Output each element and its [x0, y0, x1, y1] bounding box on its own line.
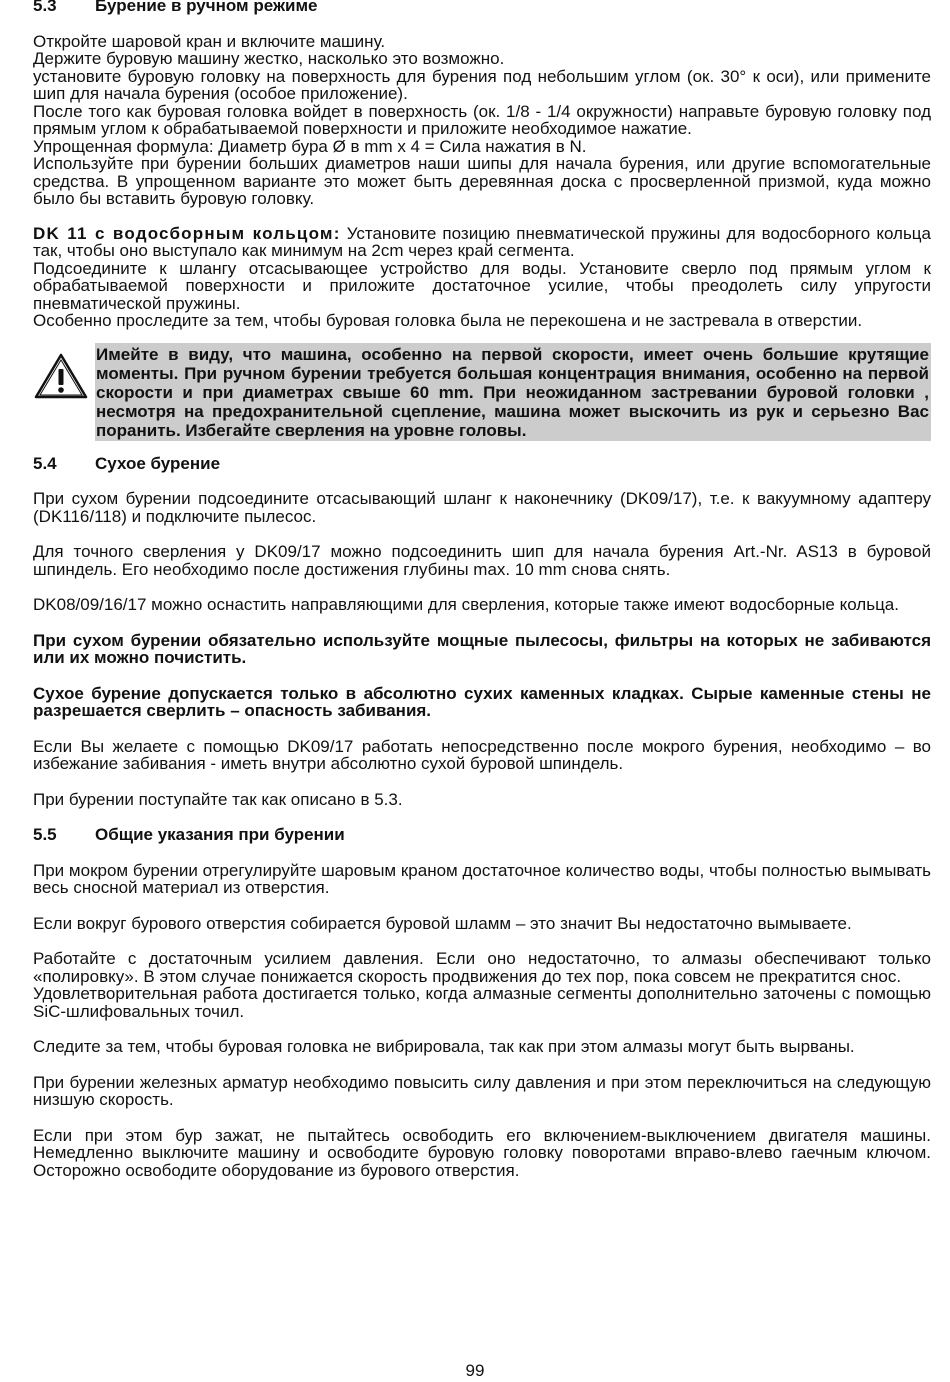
- paragraph: Следите за тем, чтобы буровая головка не вибрировала, так как при этом алмазы могут быть вырваны.: [33, 1037, 855, 1056]
- warning-text: Имейте в виду, что машина, особенно на первой скорости, имеет очень большие крутящие моменты. При ручном бурении требуется большая концентрация внимания, особенно на первой скорости и при диаметрах свыше 60 mm. При неожиданном застревании буровой головки , несмотря на предохранительной сцепление, машина может выскочить из рук и серьезно Вас поранить. Избегайте сверления на уровне головы.: [96, 344, 929, 440]
- paragraph: При бурении железных арматур необходимо повысить силу давления и при этом переключиться на следующую низшую скорость.: [33, 1072, 931, 1109]
- section-title: Сухое бурение: [95, 453, 221, 473]
- text-line: Упрощенная формула: Диаметр бура Ø в mm x 4 = Сила нажатия в N.: [33, 136, 587, 156]
- section-number: 5.5: [33, 825, 57, 844]
- document-page: [33, 0, 931, 1179]
- paragraph: При мокром бурении отрегулируйте шаровым краном достаточное количество воды, чтобы полностью вымывать весь сносной материал из отверстия.: [33, 860, 931, 897]
- text-line: Используйте при бурении больших диаметров наши шипы для начала бурения, или другие вспомогательные средства. В упрощенном варианте это может быть деревянная доска с просверленной призмой, куда можно было бы вставить буровую головку.: [33, 154, 931, 208]
- paragraph: Если при этом бур зажат, не пытайтесь освободить его включением-выключением двигателя машины. Немедленно выключите машину и освободите буровую головку поворотами вправо-влево гаечным ключом. Осторожно освободите оборудование из бурового отверстия.: [33, 1125, 931, 1180]
- paragraph-dk11: [33, 225, 931, 260]
- paragraph: DK08/09/16/17 можно оснастить направляющими для сверления, которые также имеют водосборные кольца.: [33, 595, 899, 614]
- section-heading-5-3: [33, 0, 931, 15]
- section-heading-5-5: [33, 826, 931, 844]
- text-line: Подсоедините к шлангу отсасывающее устройство для воды. Установите сверло под прямым углом к обрабатываемой поверхности и приложите достаточное усилие, чтобы преодолеть силу упругости пневматической пружины.: [33, 258, 931, 313]
- paragraph-bold: Сухое бурение допускается только в абсолютно сухих каменных кладках. Сырые каменные стены не разрешается сверлить – опасность забивания.: [33, 683, 931, 720]
- warning-block: [33, 343, 931, 441]
- paragraph: При сухом бурении подсоедините отсасывающий шланг к наконечнику (DK09/17), т.е. к вакуумному адаптеру (DK116/118) и подключите пылесос.: [33, 489, 931, 526]
- text-line: установите буровую головку на поверхность для бурения под небольшим углом (ок. 30° к оси), или примените шип для начала бурения (особое приложение).: [33, 66, 931, 103]
- section-title: Бурение в ручном режиме: [95, 0, 318, 15]
- section-title: Общие указания при бурении: [95, 825, 345, 844]
- paragraph: Если Вы желаете с помощью DK09/17 работать непосредственно после мокрого бурения, необходимо – во избежание забивания - иметь внутри абсолютно сухой буровой шпиндель.: [33, 736, 931, 773]
- section-heading-5-4: [33, 455, 931, 473]
- text-line: После того как буровая головка войдет в поверхность (ок. 1/8 - 1/4 окружности) направьте буровую головку под прямым углом к обрабатываемой поверхности и приложите необходимое нажатие.: [33, 101, 931, 138]
- paragraph: Удовлетворительная работа достигается только, когда алмазные сегменты дополнительно заточены с помощью SiC-шлифовальных точил.: [33, 984, 931, 1021]
- dk11-text: Установите позицию пневматической пружины для водосборного кольца так, чтобы оно выступало как минимум на 2cm через край сегмента.: [33, 223, 931, 260]
- text-line: Особенно проследите за тем, чтобы буровая головка была не перекошена и не застревала в отверстии.: [33, 311, 863, 330]
- paragraph: Если вокруг бурового отверстия собирается буровой шламм – это значит Вы недостаточно вымываете.: [33, 913, 852, 933]
- text-line: Держите буровую машину жестко, насколько это возможно.: [33, 49, 505, 68]
- paragraph-bold: При сухом бурении обязательно используйте мощные пылесосы, фильтры на которых не забиваются или их можно почистить.: [33, 630, 931, 667]
- section-number: 5.3: [33, 0, 57, 15]
- text-line: Откройте шаровой кран и включите машину.: [33, 31, 386, 51]
- paragraph: Для точного сверления у DK09/17 можно подсоединить шип для начала бурения Art.-Nr. AS13 в буровой шпиндель. Его необходимо после достижения глубины max. 10 mm снова снять.: [33, 542, 931, 579]
- paragraph: При бурении поступайте так как описано в 5.3.: [33, 789, 403, 809]
- paragraph-manual-drilling: [33, 33, 931, 208]
- section-number: 5.4: [33, 453, 57, 473]
- dk11-label: DK 11 с водосборным кольцом:: [33, 223, 341, 243]
- paragraph: Работайте с достаточным усилием давления. Если оно недостаточно, то алмазы обеспечивают только «полировку». В этом случае понижается скорость продвижения до тех пор, пока совсем не прекратится снос.: [33, 949, 931, 986]
- page-number: 99: [465, 1361, 485, 1380]
- warning-triangle-icon: [33, 343, 95, 441]
